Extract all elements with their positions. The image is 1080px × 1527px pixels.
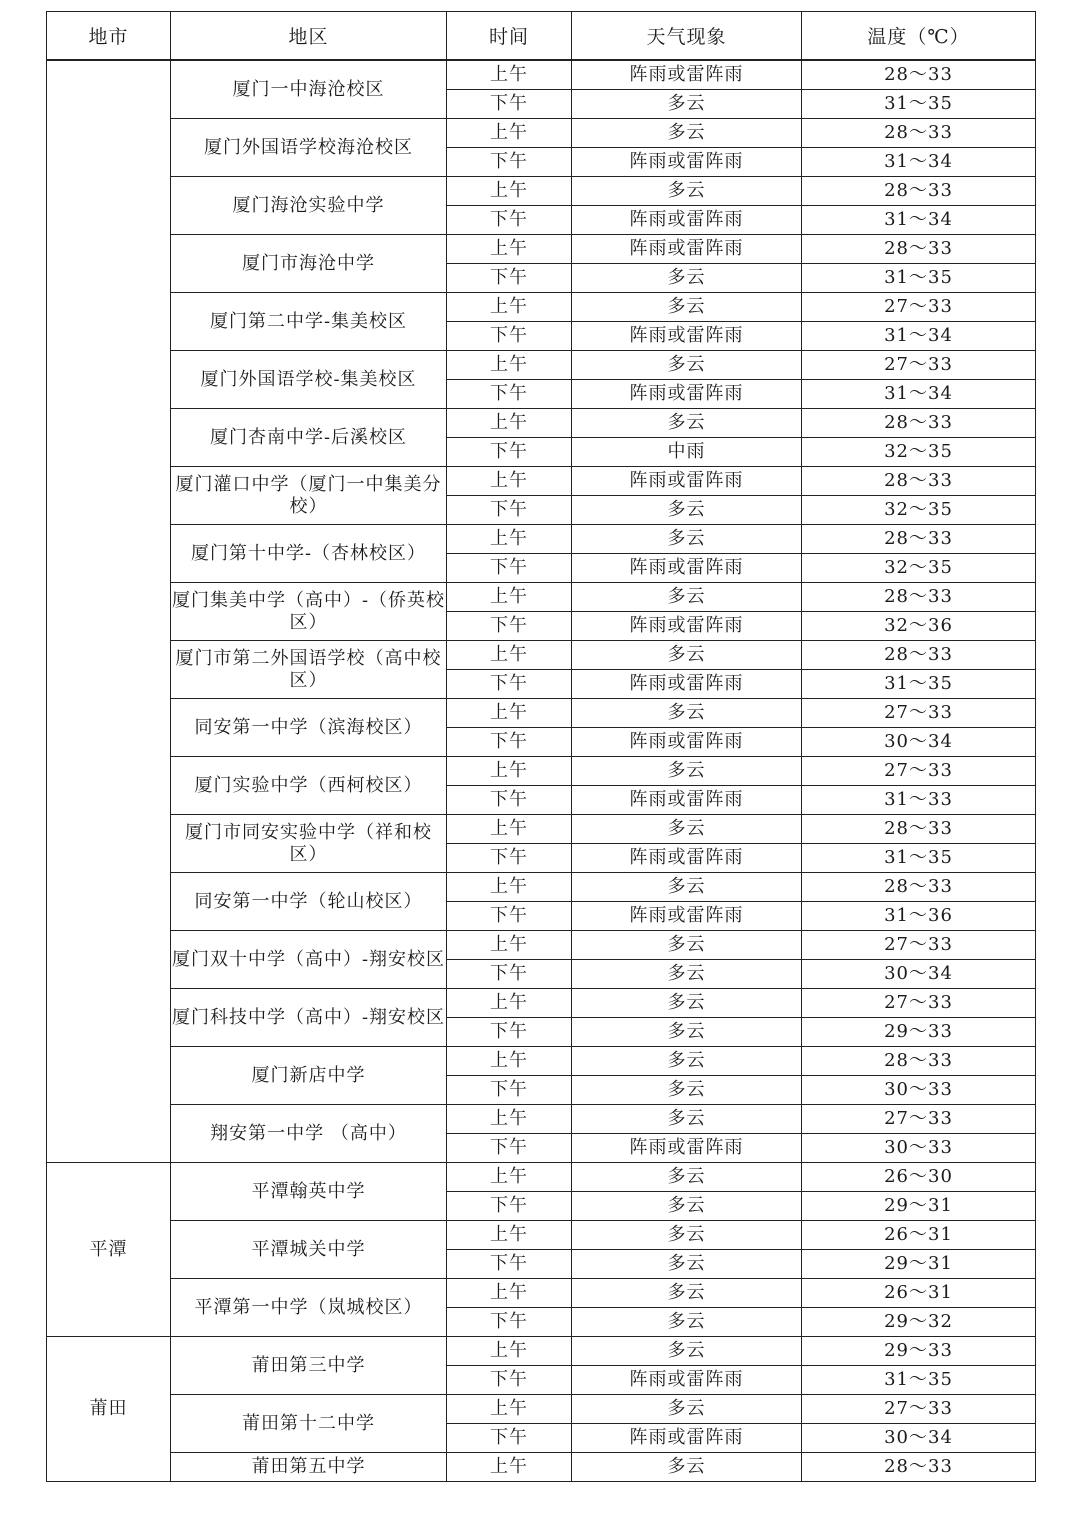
area-cell: 厦门市海沧中学 xyxy=(171,235,447,293)
area-cell: 莆田第三中学 xyxy=(171,1337,447,1395)
table-row xyxy=(47,931,1036,960)
temperature-cell: 30～34 xyxy=(802,960,1036,989)
weather-cell: 阵雨或雷阵雨 xyxy=(572,728,802,757)
temperature-cell: 32～35 xyxy=(802,496,1036,525)
time-cell: 上午 xyxy=(447,467,572,496)
temperature-cell: 27～33 xyxy=(802,1105,1036,1134)
area-cell: 厦门外国语学校海沧校区 xyxy=(171,119,447,177)
area-cell: 厦门第二中学-集美校区 xyxy=(171,293,447,351)
time-cell: 上午 xyxy=(447,235,572,264)
temperature-cell: 28～33 xyxy=(802,525,1036,554)
weather-cell: 多云 xyxy=(572,1221,802,1250)
weather-cell: 阵雨或雷阵雨 xyxy=(572,467,802,496)
time-cell: 上午 xyxy=(447,351,572,380)
time-cell: 上午 xyxy=(447,873,572,902)
area-cell: 厦门第十中学-（杏林校区） xyxy=(171,525,447,583)
time-cell: 上午 xyxy=(447,1105,572,1134)
weather-cell: 多云 xyxy=(572,1192,802,1221)
area-cell: 厦门科技中学（高中）-翔安校区 xyxy=(171,989,447,1047)
temperature-cell: 31～34 xyxy=(802,322,1036,351)
temperature-cell: 30～33 xyxy=(802,1134,1036,1163)
temperature-cell: 31～35 xyxy=(802,90,1036,119)
header-area: 地区 xyxy=(171,12,447,61)
time-cell: 下午 xyxy=(447,902,572,931)
weather-cell: 中雨 xyxy=(572,438,802,467)
table-row xyxy=(47,1395,1036,1424)
time-cell: 下午 xyxy=(447,1308,572,1337)
area-cell: 平潭第一中学（岚城校区） xyxy=(171,1279,447,1337)
area-cell: 厦门实验中学（西柯校区） xyxy=(171,757,447,815)
area-cell: 莆田第十二中学 xyxy=(171,1395,447,1453)
time-cell: 下午 xyxy=(447,728,572,757)
time-cell: 上午 xyxy=(447,641,572,670)
table-row xyxy=(47,641,1036,670)
weather-cell: 阵雨或雷阵雨 xyxy=(572,148,802,177)
temperature-cell: 28～33 xyxy=(802,119,1036,148)
time-cell: 上午 xyxy=(447,60,572,90)
weather-cell: 多云 xyxy=(572,264,802,293)
table-row xyxy=(47,60,1036,90)
area-cell: 厦门新店中学 xyxy=(171,1047,447,1105)
table-row xyxy=(47,525,1036,554)
area-cell: 平潭翰英中学 xyxy=(171,1163,447,1221)
time-cell: 下午 xyxy=(447,554,572,583)
area-cell: 厦门市第二外国语学校（高中校区） xyxy=(171,641,447,699)
area-cell: 厦门杏南中学-后溪校区 xyxy=(171,409,447,467)
temperature-cell: 28～33 xyxy=(802,583,1036,612)
header-weather: 天气现象 xyxy=(572,12,802,61)
time-cell: 下午 xyxy=(447,1134,572,1163)
header-time: 时间 xyxy=(447,12,572,61)
time-cell: 下午 xyxy=(447,960,572,989)
weather-cell: 阵雨或雷阵雨 xyxy=(572,844,802,873)
area-cell: 平潭城关中学 xyxy=(171,1221,447,1279)
time-cell: 上午 xyxy=(447,119,572,148)
weather-cell: 多云 xyxy=(572,496,802,525)
weather-cell: 多云 xyxy=(572,1018,802,1047)
temperature-cell: 31～35 xyxy=(802,844,1036,873)
area-cell: 厦门市同安实验中学（祥和校区） xyxy=(171,815,447,873)
table-row xyxy=(47,293,1036,322)
table-row xyxy=(47,873,1036,902)
table-body xyxy=(47,60,1036,1482)
weather-cell: 多云 xyxy=(572,1047,802,1076)
time-cell: 下午 xyxy=(447,786,572,815)
weather-cell: 多云 xyxy=(572,873,802,902)
header-temperature: 温度（℃） xyxy=(802,12,1036,61)
time-cell: 上午 xyxy=(447,1279,572,1308)
temperature-cell: 29～33 xyxy=(802,1018,1036,1047)
time-cell: 上午 xyxy=(447,293,572,322)
time-cell: 下午 xyxy=(447,1076,572,1105)
table-row xyxy=(47,1105,1036,1134)
weather-cell: 阵雨或雷阵雨 xyxy=(572,60,802,90)
time-cell: 下午 xyxy=(447,148,572,177)
weather-cell: 多云 xyxy=(572,293,802,322)
time-cell: 下午 xyxy=(447,322,572,351)
time-cell: 下午 xyxy=(447,206,572,235)
weather-cell: 多云 xyxy=(572,699,802,728)
table-row xyxy=(47,235,1036,264)
weather-cell: 阵雨或雷阵雨 xyxy=(572,612,802,641)
temperature-cell: 26～31 xyxy=(802,1279,1036,1308)
area-cell: 厦门集美中学（高中）-（侨英校区） xyxy=(171,583,447,641)
time-cell: 上午 xyxy=(447,1337,572,1366)
temperature-cell: 28～33 xyxy=(802,177,1036,206)
temperature-cell: 30～34 xyxy=(802,1424,1036,1453)
table-row xyxy=(47,1337,1036,1366)
temperature-cell: 31～35 xyxy=(802,1366,1036,1395)
weather-cell: 多云 xyxy=(572,583,802,612)
temperature-cell: 27～33 xyxy=(802,293,1036,322)
time-cell: 上午 xyxy=(447,1395,572,1424)
temperature-cell: 28～33 xyxy=(802,60,1036,90)
temperature-cell: 27～33 xyxy=(802,699,1036,728)
weather-cell: 阵雨或雷阵雨 xyxy=(572,1134,802,1163)
time-cell: 上午 xyxy=(447,815,572,844)
time-cell: 上午 xyxy=(447,699,572,728)
time-cell: 下午 xyxy=(447,612,572,641)
weather-cell: 阵雨或雷阵雨 xyxy=(572,235,802,264)
weather-cell: 多云 xyxy=(572,525,802,554)
time-cell: 上午 xyxy=(447,1453,572,1482)
weather-cell: 阵雨或雷阵雨 xyxy=(572,1424,802,1453)
city-cell: 平潭 xyxy=(47,1163,171,1337)
weather-cell: 多云 xyxy=(572,1395,802,1424)
weather-cell: 多云 xyxy=(572,1453,802,1482)
temperature-cell: 28～33 xyxy=(802,873,1036,902)
temperature-cell: 29～33 xyxy=(802,1337,1036,1366)
weather-cell: 多云 xyxy=(572,1279,802,1308)
temperature-cell: 32～35 xyxy=(802,438,1036,467)
temperature-cell: 26～31 xyxy=(802,1221,1036,1250)
area-cell: 厦门双十中学（高中）-翔安校区 xyxy=(171,931,447,989)
weather-cell: 阵雨或雷阵雨 xyxy=(572,786,802,815)
time-cell: 下午 xyxy=(447,1366,572,1395)
temperature-cell: 28～33 xyxy=(802,641,1036,670)
area-cell: 厦门灌口中学（厦门一中集美分校） xyxy=(171,467,447,525)
table-row xyxy=(47,757,1036,786)
weather-cell: 多云 xyxy=(572,1337,802,1366)
temperature-cell: 28～33 xyxy=(802,815,1036,844)
temperature-cell: 27～33 xyxy=(802,931,1036,960)
weather-cell: 多云 xyxy=(572,815,802,844)
area-cell: 翔安第一中学 （高中） xyxy=(171,1105,447,1163)
temperature-cell: 28～33 xyxy=(802,409,1036,438)
table-row xyxy=(47,699,1036,728)
time-cell: 下午 xyxy=(447,1018,572,1047)
weather-cell: 阵雨或雷阵雨 xyxy=(572,206,802,235)
time-cell: 上午 xyxy=(447,409,572,438)
time-cell: 上午 xyxy=(447,525,572,554)
header-row xyxy=(47,12,1036,61)
time-cell: 上午 xyxy=(447,931,572,960)
weather-table xyxy=(46,11,1036,1482)
temperature-cell: 32～36 xyxy=(802,612,1036,641)
temperature-cell: 29～32 xyxy=(802,1308,1036,1337)
temperature-cell: 31～35 xyxy=(802,670,1036,699)
weather-cell: 多云 xyxy=(572,960,802,989)
weather-cell: 阵雨或雷阵雨 xyxy=(572,670,802,699)
temperature-cell: 26～30 xyxy=(802,1163,1036,1192)
temperature-cell: 31～35 xyxy=(802,264,1036,293)
time-cell: 下午 xyxy=(447,670,572,699)
time-cell: 下午 xyxy=(447,90,572,119)
temperature-cell: 31～36 xyxy=(802,902,1036,931)
temperature-cell: 29～31 xyxy=(802,1192,1036,1221)
temperature-cell: 31～33 xyxy=(802,786,1036,815)
area-cell: 厦门一中海沧校区 xyxy=(171,60,447,119)
area-cell: 同安第一中学（轮山校区） xyxy=(171,873,447,931)
weather-cell: 多云 xyxy=(572,351,802,380)
temperature-cell: 28～33 xyxy=(802,1047,1036,1076)
time-cell: 下午 xyxy=(447,1250,572,1279)
table-row xyxy=(47,467,1036,496)
table-row xyxy=(47,989,1036,1018)
temperature-cell: 27～33 xyxy=(802,1395,1036,1424)
table-row xyxy=(47,1163,1036,1192)
table-row xyxy=(47,177,1036,206)
weather-cell: 多云 xyxy=(572,989,802,1018)
table-row xyxy=(47,119,1036,148)
temperature-cell: 29～31 xyxy=(802,1250,1036,1279)
weather-cell: 阵雨或雷阵雨 xyxy=(572,554,802,583)
temperature-cell: 32～35 xyxy=(802,554,1036,583)
table-row xyxy=(47,409,1036,438)
weather-cell: 多云 xyxy=(572,409,802,438)
weather-cell: 多云 xyxy=(572,90,802,119)
table-row xyxy=(47,815,1036,844)
weather-cell: 阵雨或雷阵雨 xyxy=(572,902,802,931)
time-cell: 下午 xyxy=(447,380,572,409)
temperature-cell: 31～34 xyxy=(802,148,1036,177)
area-cell: 莆田第五中学 xyxy=(171,1453,447,1482)
weather-cell: 阵雨或雷阵雨 xyxy=(572,380,802,409)
header-city: 地市 xyxy=(47,12,171,61)
weather-cell: 多云 xyxy=(572,1250,802,1279)
weather-cell: 多云 xyxy=(572,1076,802,1105)
weather-cell: 多云 xyxy=(572,119,802,148)
time-cell: 上午 xyxy=(447,1221,572,1250)
area-cell: 厦门外国语学校-集美校区 xyxy=(171,351,447,409)
table-row xyxy=(47,583,1036,612)
time-cell: 上午 xyxy=(447,1163,572,1192)
weather-cell: 多云 xyxy=(572,1308,802,1337)
temperature-cell: 27～33 xyxy=(802,989,1036,1018)
time-cell: 下午 xyxy=(447,438,572,467)
table-row xyxy=(47,1047,1036,1076)
temperature-cell: 31～34 xyxy=(802,206,1036,235)
time-cell: 下午 xyxy=(447,496,572,525)
weather-cell: 多云 xyxy=(572,641,802,670)
temperature-cell: 28～33 xyxy=(802,1453,1036,1482)
table-row xyxy=(47,1453,1036,1482)
temperature-cell: 30～33 xyxy=(802,1076,1036,1105)
weather-cell: 多云 xyxy=(572,177,802,206)
time-cell: 上午 xyxy=(447,177,572,206)
temperature-cell: 30～34 xyxy=(802,728,1036,757)
time-cell: 下午 xyxy=(447,1192,572,1221)
weather-cell: 阵雨或雷阵雨 xyxy=(572,1366,802,1395)
time-cell: 上午 xyxy=(447,757,572,786)
temperature-cell: 31～34 xyxy=(802,380,1036,409)
area-cell: 厦门海沧实验中学 xyxy=(171,177,447,235)
temperature-cell: 28～33 xyxy=(802,467,1036,496)
city-cell: 莆田 xyxy=(47,1337,171,1482)
time-cell: 上午 xyxy=(447,1047,572,1076)
temperature-cell: 28～33 xyxy=(802,235,1036,264)
table-row xyxy=(47,1279,1036,1308)
time-cell: 下午 xyxy=(447,264,572,293)
table-row xyxy=(47,1221,1036,1250)
area-cell: 同安第一中学（滨海校区） xyxy=(171,699,447,757)
time-cell: 下午 xyxy=(447,1424,572,1453)
weather-cell: 多云 xyxy=(572,931,802,960)
temperature-cell: 27～33 xyxy=(802,757,1036,786)
time-cell: 上午 xyxy=(447,989,572,1018)
weather-cell: 阵雨或雷阵雨 xyxy=(572,322,802,351)
weather-cell: 多云 xyxy=(572,1163,802,1192)
weather-cell: 多云 xyxy=(572,757,802,786)
temperature-cell: 27～33 xyxy=(802,351,1036,380)
time-cell: 下午 xyxy=(447,844,572,873)
table-row xyxy=(47,351,1036,380)
weather-cell: 多云 xyxy=(572,1105,802,1134)
time-cell: 上午 xyxy=(447,583,572,612)
city-cell xyxy=(47,60,171,1163)
